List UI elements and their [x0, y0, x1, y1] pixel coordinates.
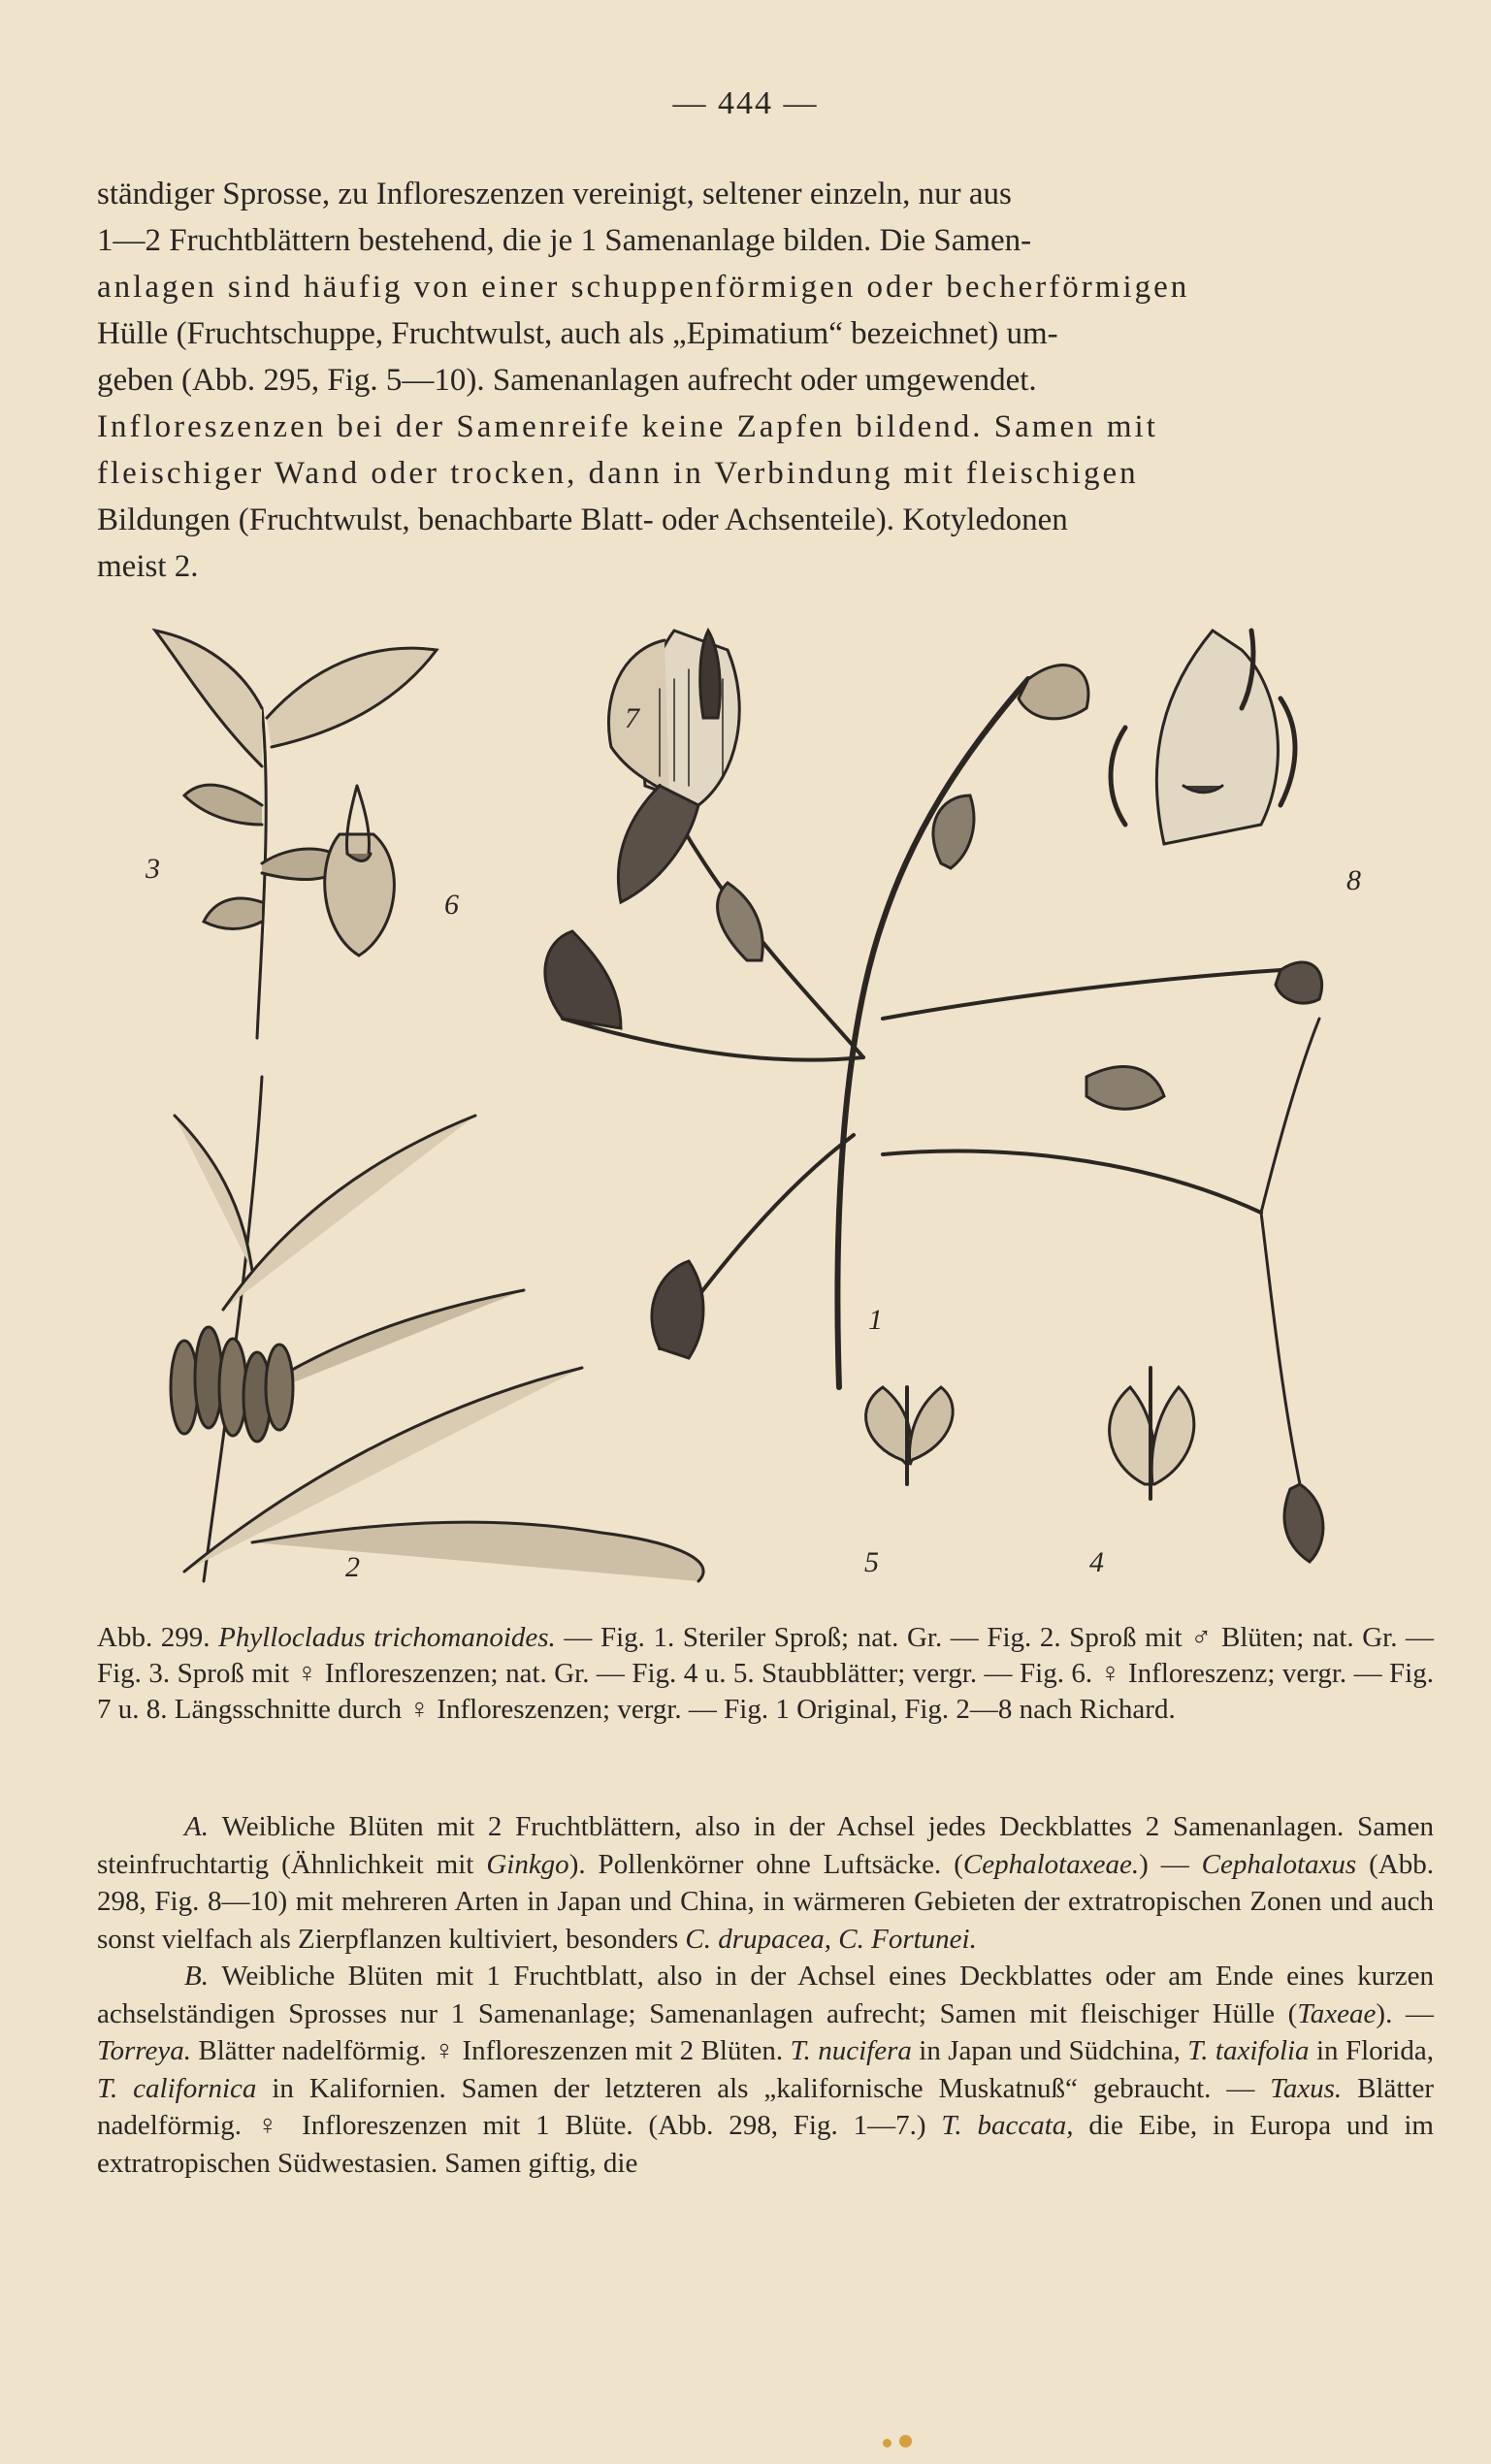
- fig-label-1: 1: [868, 1304, 883, 1336]
- text-run: ). Pollenkörner ohne Luftsäcke. (: [568, 1848, 963, 1880]
- text-run: die Eibe, in Europa und im extratropischen Südwestasien. Samen giftig, die: [97, 2110, 1434, 2179]
- dot: [899, 2435, 912, 2448]
- fig-label-4: 4: [1089, 1546, 1104, 1578]
- text-run: in Japan und Südchina,: [911, 2035, 1188, 2066]
- text-run: ). —: [1376, 1997, 1434, 2029]
- intro-paragraph: [97, 171, 1428, 590]
- taxon-name: Cephalotaxeae.: [962, 1848, 1140, 1880]
- taxon-name: Taxus.: [1270, 2072, 1343, 2104]
- intro-line: Infloreszenzen bei der Samenreife keine Zapfen bildend. Samen mit: [97, 409, 1158, 444]
- fig6-bud-drawing: [325, 786, 395, 956]
- text-run: in Kalifornien. Samen der letzteren als „kalifornische Muskatnuß“ gebraucht. —: [256, 2072, 1271, 2104]
- fig4-stamen-drawing: [1110, 1368, 1194, 1499]
- intro-line: meist 2.: [97, 549, 199, 584]
- page-number: — 444 —: [672, 85, 819, 121]
- decorative-dots: [883, 2435, 920, 2452]
- taxon-name: T. baccata,: [941, 2110, 1074, 2141]
- dot: [883, 2439, 891, 2448]
- fig8-section-drawing: [1111, 631, 1295, 844]
- taxon-name: Cephalotaxus: [1201, 1848, 1357, 1880]
- illustration-svg: [116, 611, 1407, 1605]
- intro-line: 1—2 Fruchtblättern bestehend, die je 1 Samenanlage bilden. Die Samen-: [97, 223, 1032, 258]
- intro-line: geben (Abb. 295, Fig. 5—10). Samenanlagen aufrecht oder umgewendet.: [97, 363, 1037, 398]
- taxon-name: T. californica: [97, 2072, 257, 2104]
- marker-a: A.: [184, 1811, 222, 1842]
- text-run: (Abb. 298, Fig. 8—10) mit mehreren Arten in Japan und China, in wärmeren Gebieten der extratropischen Zonen und auch sonst vielfach als Zierpflanzen kultiviert, besonders: [97, 1848, 1434, 1955]
- fig-label-8: 8: [1346, 864, 1361, 896]
- text-run: Weibliche Blüten mit 2 Fruchtblättern, also in der Achsel jedes Deckblattes 2 Samenanlagen. Samen steinfruchtartig (Ähnlichkeit mit: [97, 1811, 1434, 1880]
- caption-prefix: Abb. 299.: [97, 1622, 211, 1653]
- marker-b: B.: [184, 1961, 222, 1992]
- paragraph-b: [97, 1958, 1434, 2182]
- fig3-shoot-drawing: [155, 631, 437, 1038]
- text-run: in Florida,: [1309, 2035, 1434, 2066]
- fig-label-2: 2: [345, 1551, 360, 1583]
- fig-label-3: 3: [146, 853, 160, 885]
- intro-line: anlagen sind häufig von einer schuppenförmigen oder becherförmigen: [97, 270, 1190, 305]
- taxon-name: C. drupacea, C. Fortunei.: [685, 1923, 977, 1955]
- text-run: Weibliche Blüten mit 1 Fruchtblatt, also in der Achsel eines Deckblattes oder am Ende eines kurzen achselständigen Sprosses nur 1 Samenanlage; Samenanlagen aufrecht; Samen mit fleischiger Hülle (: [97, 1961, 1434, 2029]
- taxon-name: Ginkgo: [486, 1848, 569, 1880]
- taxon-name: T. taxifolia: [1187, 2035, 1310, 2066]
- body-text: [97, 1808, 1434, 2182]
- fig-label-5: 5: [864, 1546, 879, 1578]
- text-run: ) —: [1139, 1848, 1202, 1880]
- taxon-name: Torreya.: [97, 2035, 191, 2066]
- text-run: Blätter nadelförmig. ♀ Infloreszenzen mit 1 Blüte. (Abb. 298, Fig. 1—7.): [97, 2072, 1434, 2141]
- fig2-shoot-drawing: [171, 1077, 703, 1581]
- intro-line: fleischiger Wand oder trocken, dann in Verbindung mit fleischigen: [97, 456, 1139, 491]
- paragraph-a: [97, 1808, 1434, 1958]
- taxon-name: T. nucifera: [790, 2035, 912, 2066]
- fig5-stamen-drawing: [866, 1387, 954, 1484]
- caption-species: Phyllocladus trichomanoides.: [218, 1622, 556, 1653]
- fig-label-6: 6: [444, 889, 459, 921]
- intro-line: ständiger Sprosse, zu Infloreszenzen vereinigt, seltener einzeln, nur aus: [97, 177, 1012, 211]
- caption-text: — Fig. 1. Steriler Sproß; nat. Gr. — Fig. 2. Sproß mit ♂ Blüten; nat. Gr. — Fig. 3. Sproß mit ♀ Infloreszenzen; nat. Gr. — Fig. 4 u. 5. Staubblätter; vergr. — Fig. 6. ♀ Infloreszenz; vergr. — Fig. 7 u. 8. Längsschnitte durch ♀ Infloreszenzen; vergr. — Fig. 1 Original, Fig. 2—8 nach Richard.: [97, 1622, 1435, 1725]
- figure-caption: [97, 1620, 1434, 1728]
- intro-line: Bildungen (Fruchtwulst, benachbarte Blatt- oder Achsenteile). Kotyledonen: [97, 503, 1068, 537]
- taxon-name: Taxeae: [1297, 1997, 1377, 2029]
- text-run: Blätter nadelförmig. ♀ Infloreszenzen mit 2 Blüten.: [190, 2035, 791, 2066]
- botanical-illustration: [116, 611, 1407, 1605]
- fig-label-7: 7: [625, 702, 639, 734]
- intro-line: Hülle (Fruchtschuppe, Fruchtwulst, auch als „Epimatium“ bezeichnet) um-: [97, 316, 1058, 351]
